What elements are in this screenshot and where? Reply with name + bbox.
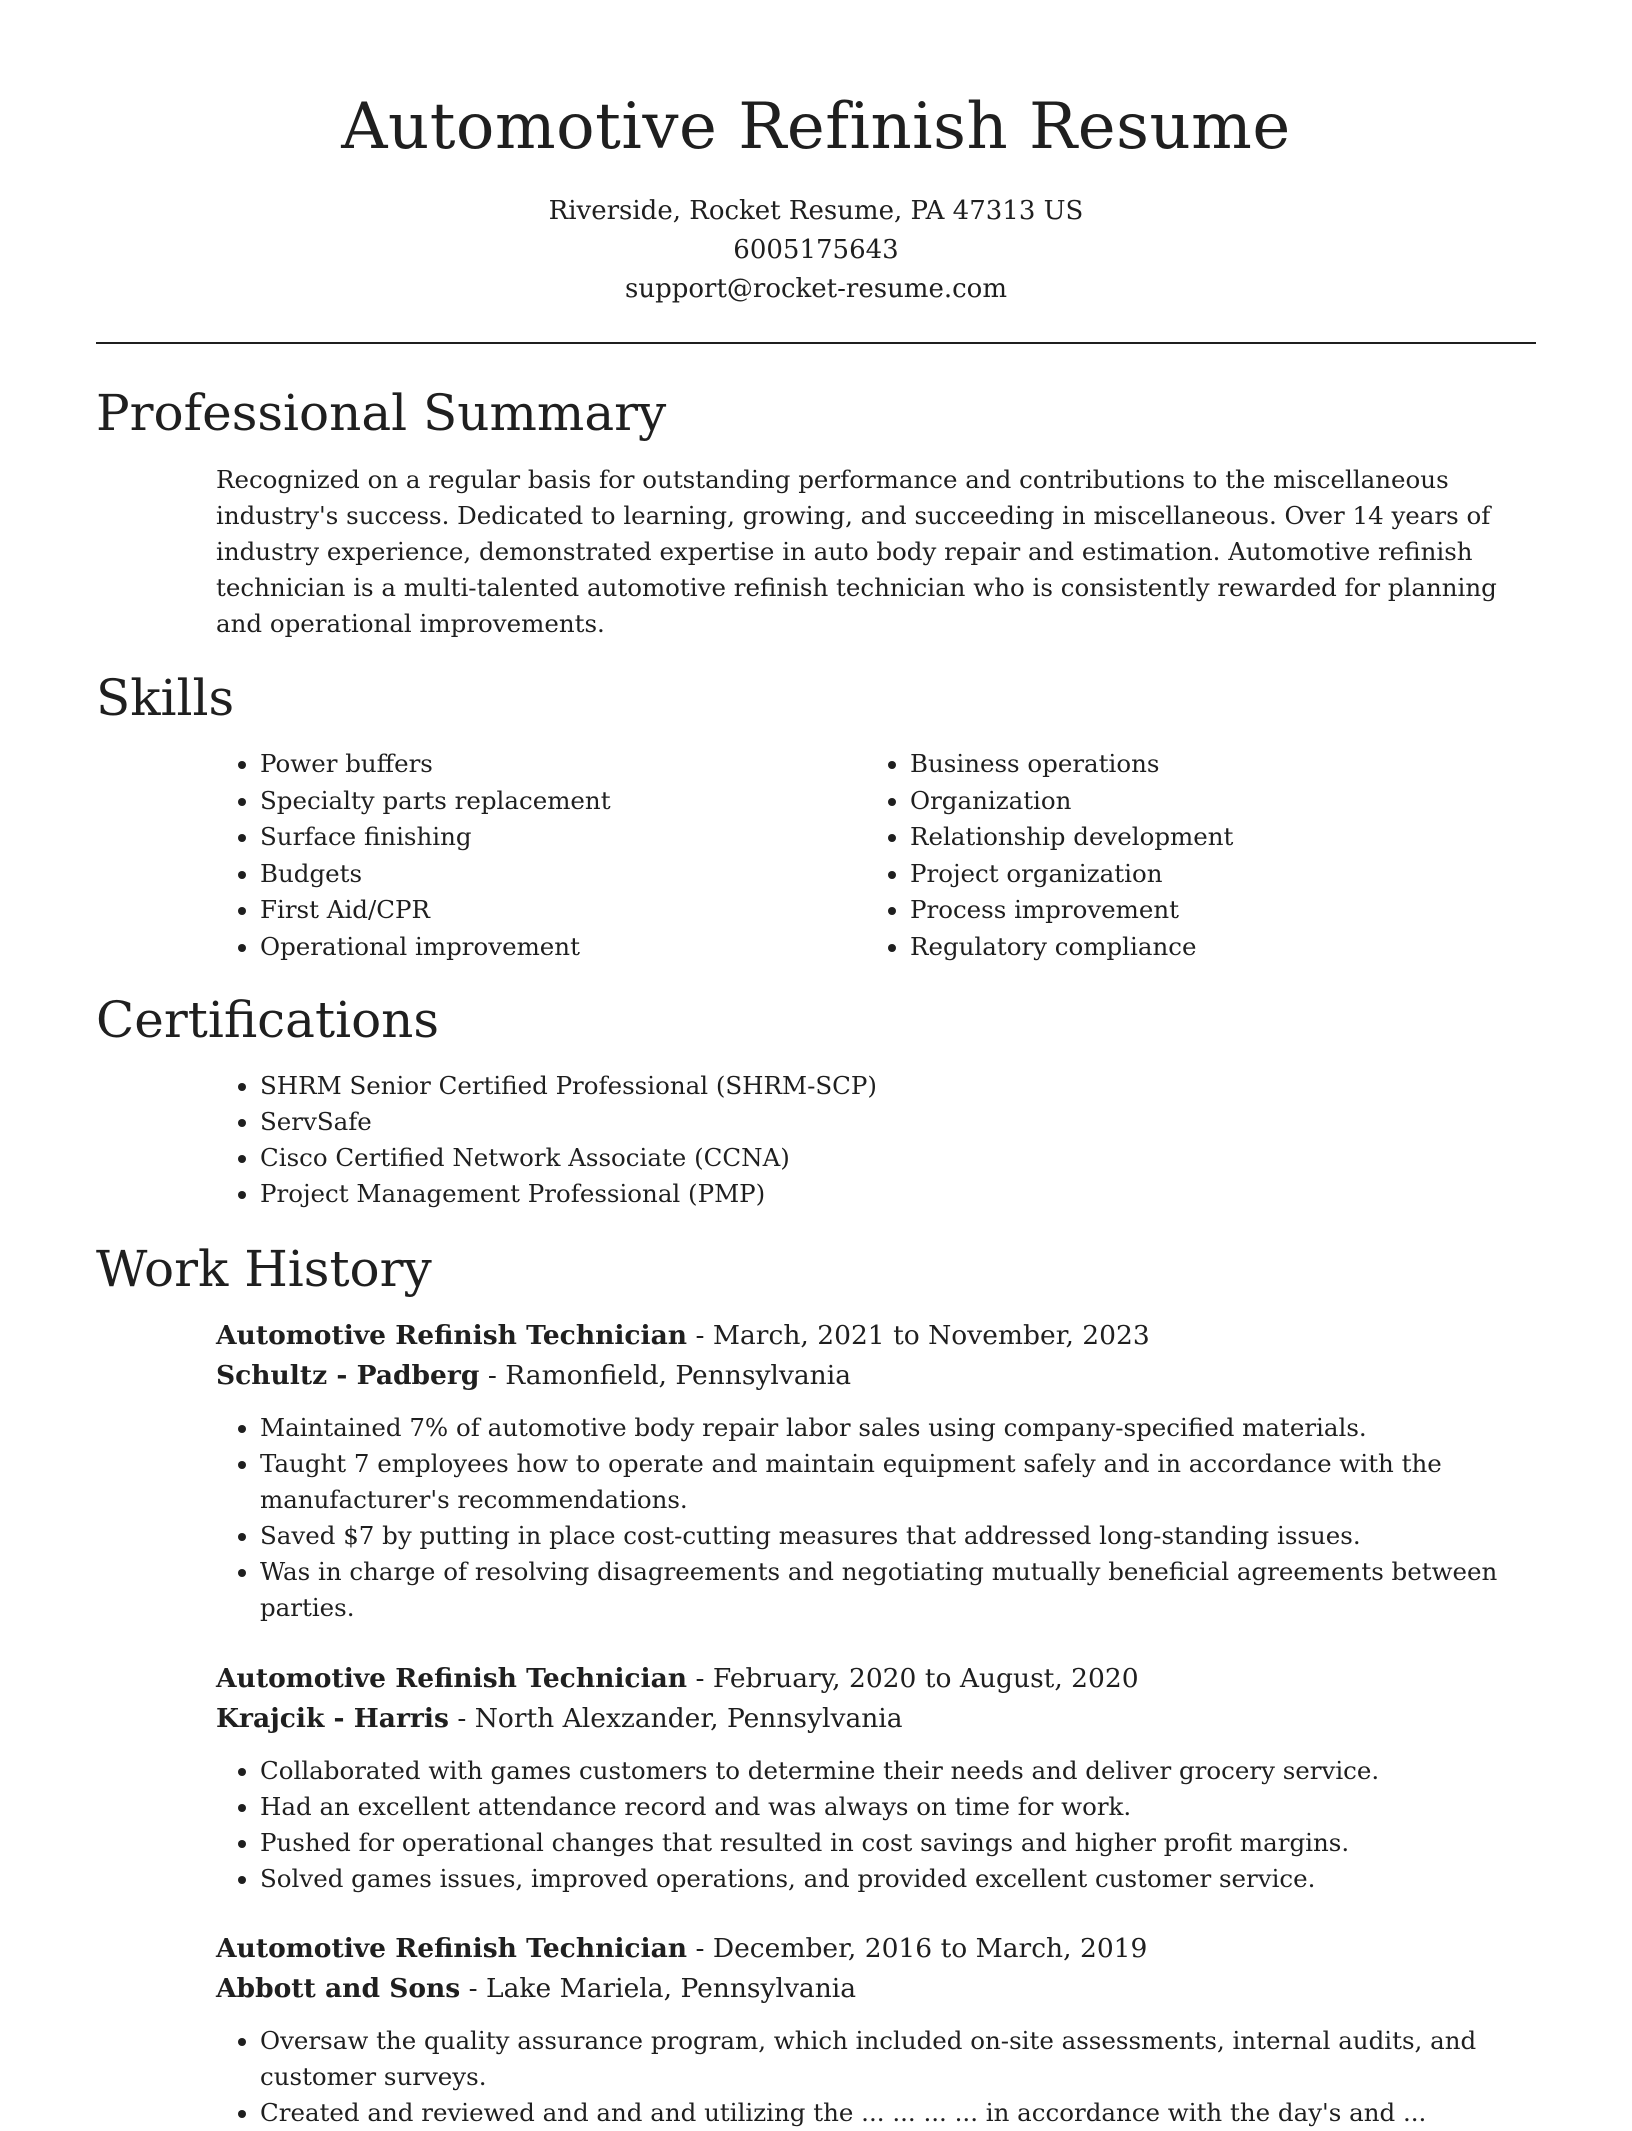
job-title: Automotive Refinish Technician — [216, 1320, 688, 1351]
skills-left-column — [216, 746, 856, 965]
header-divider — [96, 342, 1536, 344]
job-location: Lake Mariela, Pennsylvania — [486, 1973, 857, 2004]
skill-item: • Relationship development — [910, 819, 1526, 856]
job-bullet: • Oversaw the quality assurance program, which included on-site assessments, internal audits, and customer surveys. — [260, 2023, 1536, 2095]
job-header — [216, 1929, 1536, 2009]
job-bullet: • Solved games issues, improved operations, and provided excellent customer service. — [260, 1861, 1536, 1897]
skill-item: • Operational improvement — [260, 929, 856, 966]
skills-heading: Skills — [96, 669, 235, 727]
skill-item: • Budgets — [260, 856, 856, 893]
contact-phone: 6005175643 — [733, 235, 899, 265]
skill-item: • First Aid/CPR — [260, 892, 856, 929]
skill-item: • Regulatory compliance — [910, 929, 1526, 966]
summary-text: Recognized on a regular basis for outstanding performance and contributions to the miscellaneous industry's success. Dedicated to learning, growing, and succeeding in miscellaneous. Over 14 years of industry experience, demonstrated expertise in auto body repair and estimation. Automotive refinish technician is a multi-talented automotive refinish technician who is consistently rewarded for planning and operational improvements. — [216, 465, 1497, 638]
job-header — [216, 1316, 1536, 1396]
skill-item: • Surface finishing — [260, 819, 856, 856]
contact-email: support@rocket-resume.com — [624, 274, 1007, 304]
job-company-line: Krajcik - Harris - North Alexzander, Pennsylvania — [216, 1703, 903, 1734]
summary-heading: Professional Summary — [96, 384, 667, 442]
job-title-line: Automotive Refinish Technician - December, 2016 to March, 2019 — [216, 1933, 1148, 1964]
job-bullet-list — [216, 1753, 1536, 1897]
certification-item: • SHRM Senior Certified Professional (SHRM-SCP) — [260, 1068, 1536, 1104]
job-header — [216, 1659, 1536, 1739]
certification-item: • Cisco Certified Network Associate (CCNA) — [260, 1140, 1536, 1176]
skill-item: • Organization — [910, 783, 1526, 820]
work-history-heading: Work History — [96, 1240, 432, 1298]
job-title: Automotive Refinish Technician — [216, 1663, 688, 1694]
job-dates: March, 2021 to November, 2023 — [712, 1320, 1150, 1351]
job-location: North Alexzander, Pennsylvania — [474, 1703, 903, 1734]
job-bullet: • Saved $7 by putting in place cost-cutting measures that addressed long-standing issues. — [260, 1518, 1536, 1554]
skill-item: • Process improvement — [910, 892, 1526, 929]
job-company: Schultz - Padberg — [216, 1360, 480, 1391]
skill-item: • Specialty parts replacement — [260, 783, 856, 820]
job-title: Automotive Refinish Technician — [216, 1933, 688, 1964]
skills-right-column — [866, 746, 1526, 965]
job-company: Krajcik - Harris — [216, 1703, 449, 1734]
skill-item: • Business operations — [910, 746, 1526, 783]
job-location: Ramonfield, Pennsylvania — [505, 1360, 852, 1391]
skill-item: • Power buffers — [260, 746, 856, 783]
job-bullet: • Collaborated with games customers to determine their needs and deliver grocery service. — [260, 1753, 1536, 1789]
skill-item: • Project organization — [910, 856, 1526, 893]
job-bullet: • Created and reviewed and and and utilizing the ... ... ... ... in accordance with the day's and ... — [260, 2095, 1536, 2131]
certification-item: • ServSafe — [260, 1104, 1536, 1140]
job-company: Abbott and Sons — [216, 1973, 461, 2004]
job-bullet-list — [216, 1410, 1536, 1626]
job-bullet: • Had an excellent attendance record and was always on time for work. — [260, 1789, 1536, 1825]
job-bullet: • Maintained 7% of automotive body repair labor sales using company-specified materials. — [260, 1410, 1536, 1446]
certifications-list — [216, 1068, 1536, 1212]
certifications-heading: Certifications — [96, 991, 440, 1049]
job-dates: February, 2020 to August, 2020 — [712, 1663, 1139, 1694]
job-company-line: Abbott and Sons - Lake Mariela, Pennsylvania — [216, 1973, 857, 2004]
job-bullet-list — [216, 2023, 1536, 2131]
job-title-line: Automotive Refinish Technician - February, 2020 to August, 2020 — [216, 1663, 1139, 1694]
job-bullet: • Taught 7 employees how to operate and maintain equipment safely and in accordance with the manufacturer's recommendations. — [260, 1446, 1536, 1518]
job-title-line: Automotive Refinish Technician - March, 2021 to November, 2023 — [216, 1320, 1150, 1351]
job-company-line: Schultz - Padberg - Ramonfield, Pennsylvania — [216, 1360, 852, 1391]
job-bullet: • Pushed for operational changes that resulted in cost savings and higher profit margins. — [260, 1825, 1536, 1861]
job-dates: December, 2016 to March, 2019 — [712, 1933, 1148, 1964]
certification-item: • Project Management Professional (PMP) — [260, 1176, 1536, 1212]
job-bullet: • Was in charge of resolving disagreements and negotiating mutually beneficial agreements between parties. — [260, 1554, 1536, 1626]
resume-title: Automotive Refinish Resume — [341, 90, 1291, 164]
contact-address: Riverside, Rocket Resume, PA 47313 US — [548, 196, 1084, 226]
contact-block — [0, 192, 1632, 309]
